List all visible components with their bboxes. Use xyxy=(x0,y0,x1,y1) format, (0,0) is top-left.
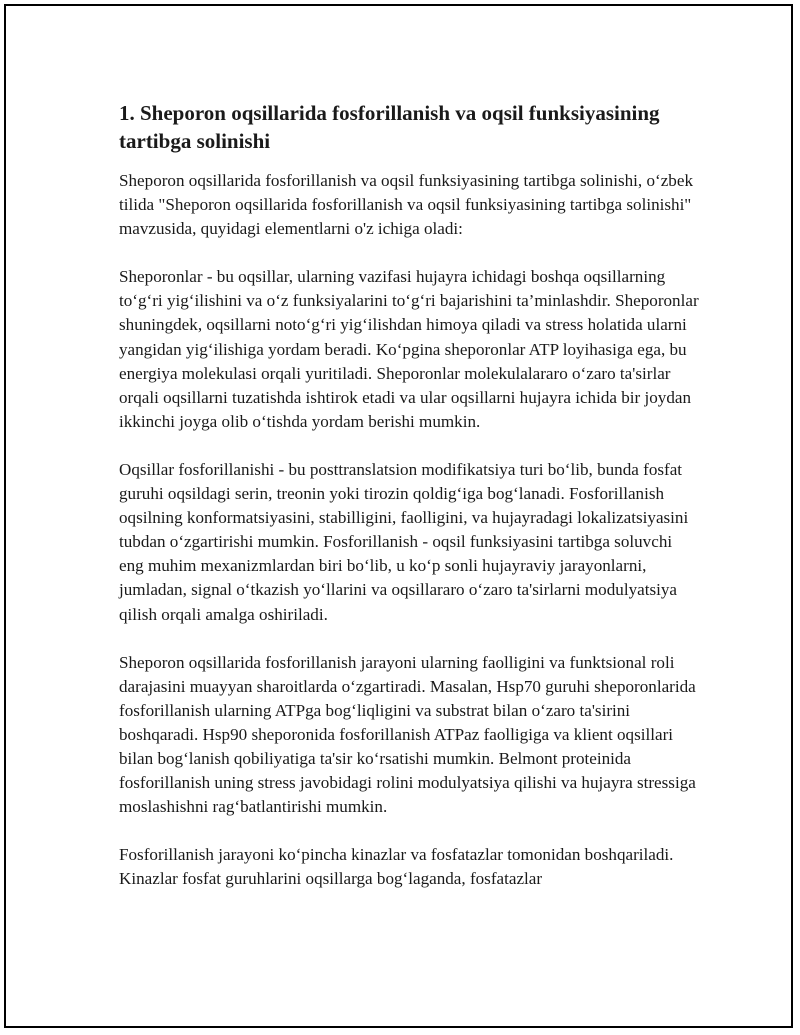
paragraph-2: Sheporonlar - bu oqsillar, ularning vazifasi hujayra ichidagi boshqa oqsillarning to‘g‘ri yig‘ilishini va o‘z funksiyalarini to‘g‘ri bajarishini ta’minlashdir. Sheporonlar shuningdek, oqsillarni noto‘g‘ri yig‘ilishdan himoya qiladi va stress holatida ularni yangidan yig‘ilishiga yordam beradi. Ko‘pgina sheporonlar ATP loyihasiga ega, bu energiya molekulasi orqali yuritiladi. Sheporonlar molekulalararo o‘zaro ta'sirlar orqali oqsillarni tuzatishda ishtirok etadi va ular oqsillarni hujayra ichida bir joydan ikkinchi joyga olib o‘tishda yordam berishi mumkin. xyxy=(119,267,699,431)
document-body xyxy=(119,99,699,915)
page-frame xyxy=(4,4,793,1028)
paragraph-5: Fosforillanish jarayoni ko‘pincha kinazlar va fosfatazlar tomonidan boshqariladi. Kinazlar fosfat guruhlarini oqsillarga bog‘laganda, fosfatazlar xyxy=(119,845,674,889)
paragraph-3: Oqsillar fosforillanishi - bu posttranslatsion modifikatsiya turi bo‘lib, bunda fosfat guruhi oqsildagi serin, treonin yoki tirozin qoldig‘iga bog‘lanadi. Fosforillanish oqsilning konformatsiyasini, stabilligini, faolligini, va hujayradagi lokalizatsiyasini tubdan o‘zgartirishi mumkin. Fosforillanish - oqsil funksiyasini tartibga soluvchi eng muhim mexanizmlardan biri bo‘lib, u ko‘p sonli hujayraviy jarayonlarni, jumladan, signal o‘tkazish yo‘llarini va oqsillararo o‘zaro ta'sirlarni modulyatsiya qilish orqali amalga oshiriladi. xyxy=(119,459,689,624)
paragraph-1: Sheporon oqsillarida fosforillanish va oqsil funksiyasining tartibga solinishi, o‘zbek tilida "Sheporon oqsillarida fosforillanish va oqsil funksiyasining tartibga solinishi" mavzusida, quyidagi elementlarni o'z ichiga oladi: xyxy=(119,171,693,239)
paragraph-4: Sheporon oqsillarida fosforillanish jarayoni ularning faolligini va funktsional roli darajasini muayyan sharoitlarda o‘zgartiradi. Masalan, Hsp70 guruhi sheporonlarida fosforillanish ularning ATPga bog‘liqligini va substrat bilan o‘zaro ta'sirini boshqaradi. Hsp90 sheporonida fosforillanish ATPaz faolligiga va klient oqsillari bilan bog‘lanish qobiliyatiga ta'sir ko‘rsatishi mumkin. Belmont proteinida fosforillanish uning stress javobidagi rolini modulyatsiya qilishi va hujayra stressiga moslashishni rag‘batlantirishi mumkin. xyxy=(119,652,696,817)
document-title: 1. Sheporon oqsillarida fosforillanish va oqsil funksiyasining tartibga solinishi xyxy=(119,101,660,153)
